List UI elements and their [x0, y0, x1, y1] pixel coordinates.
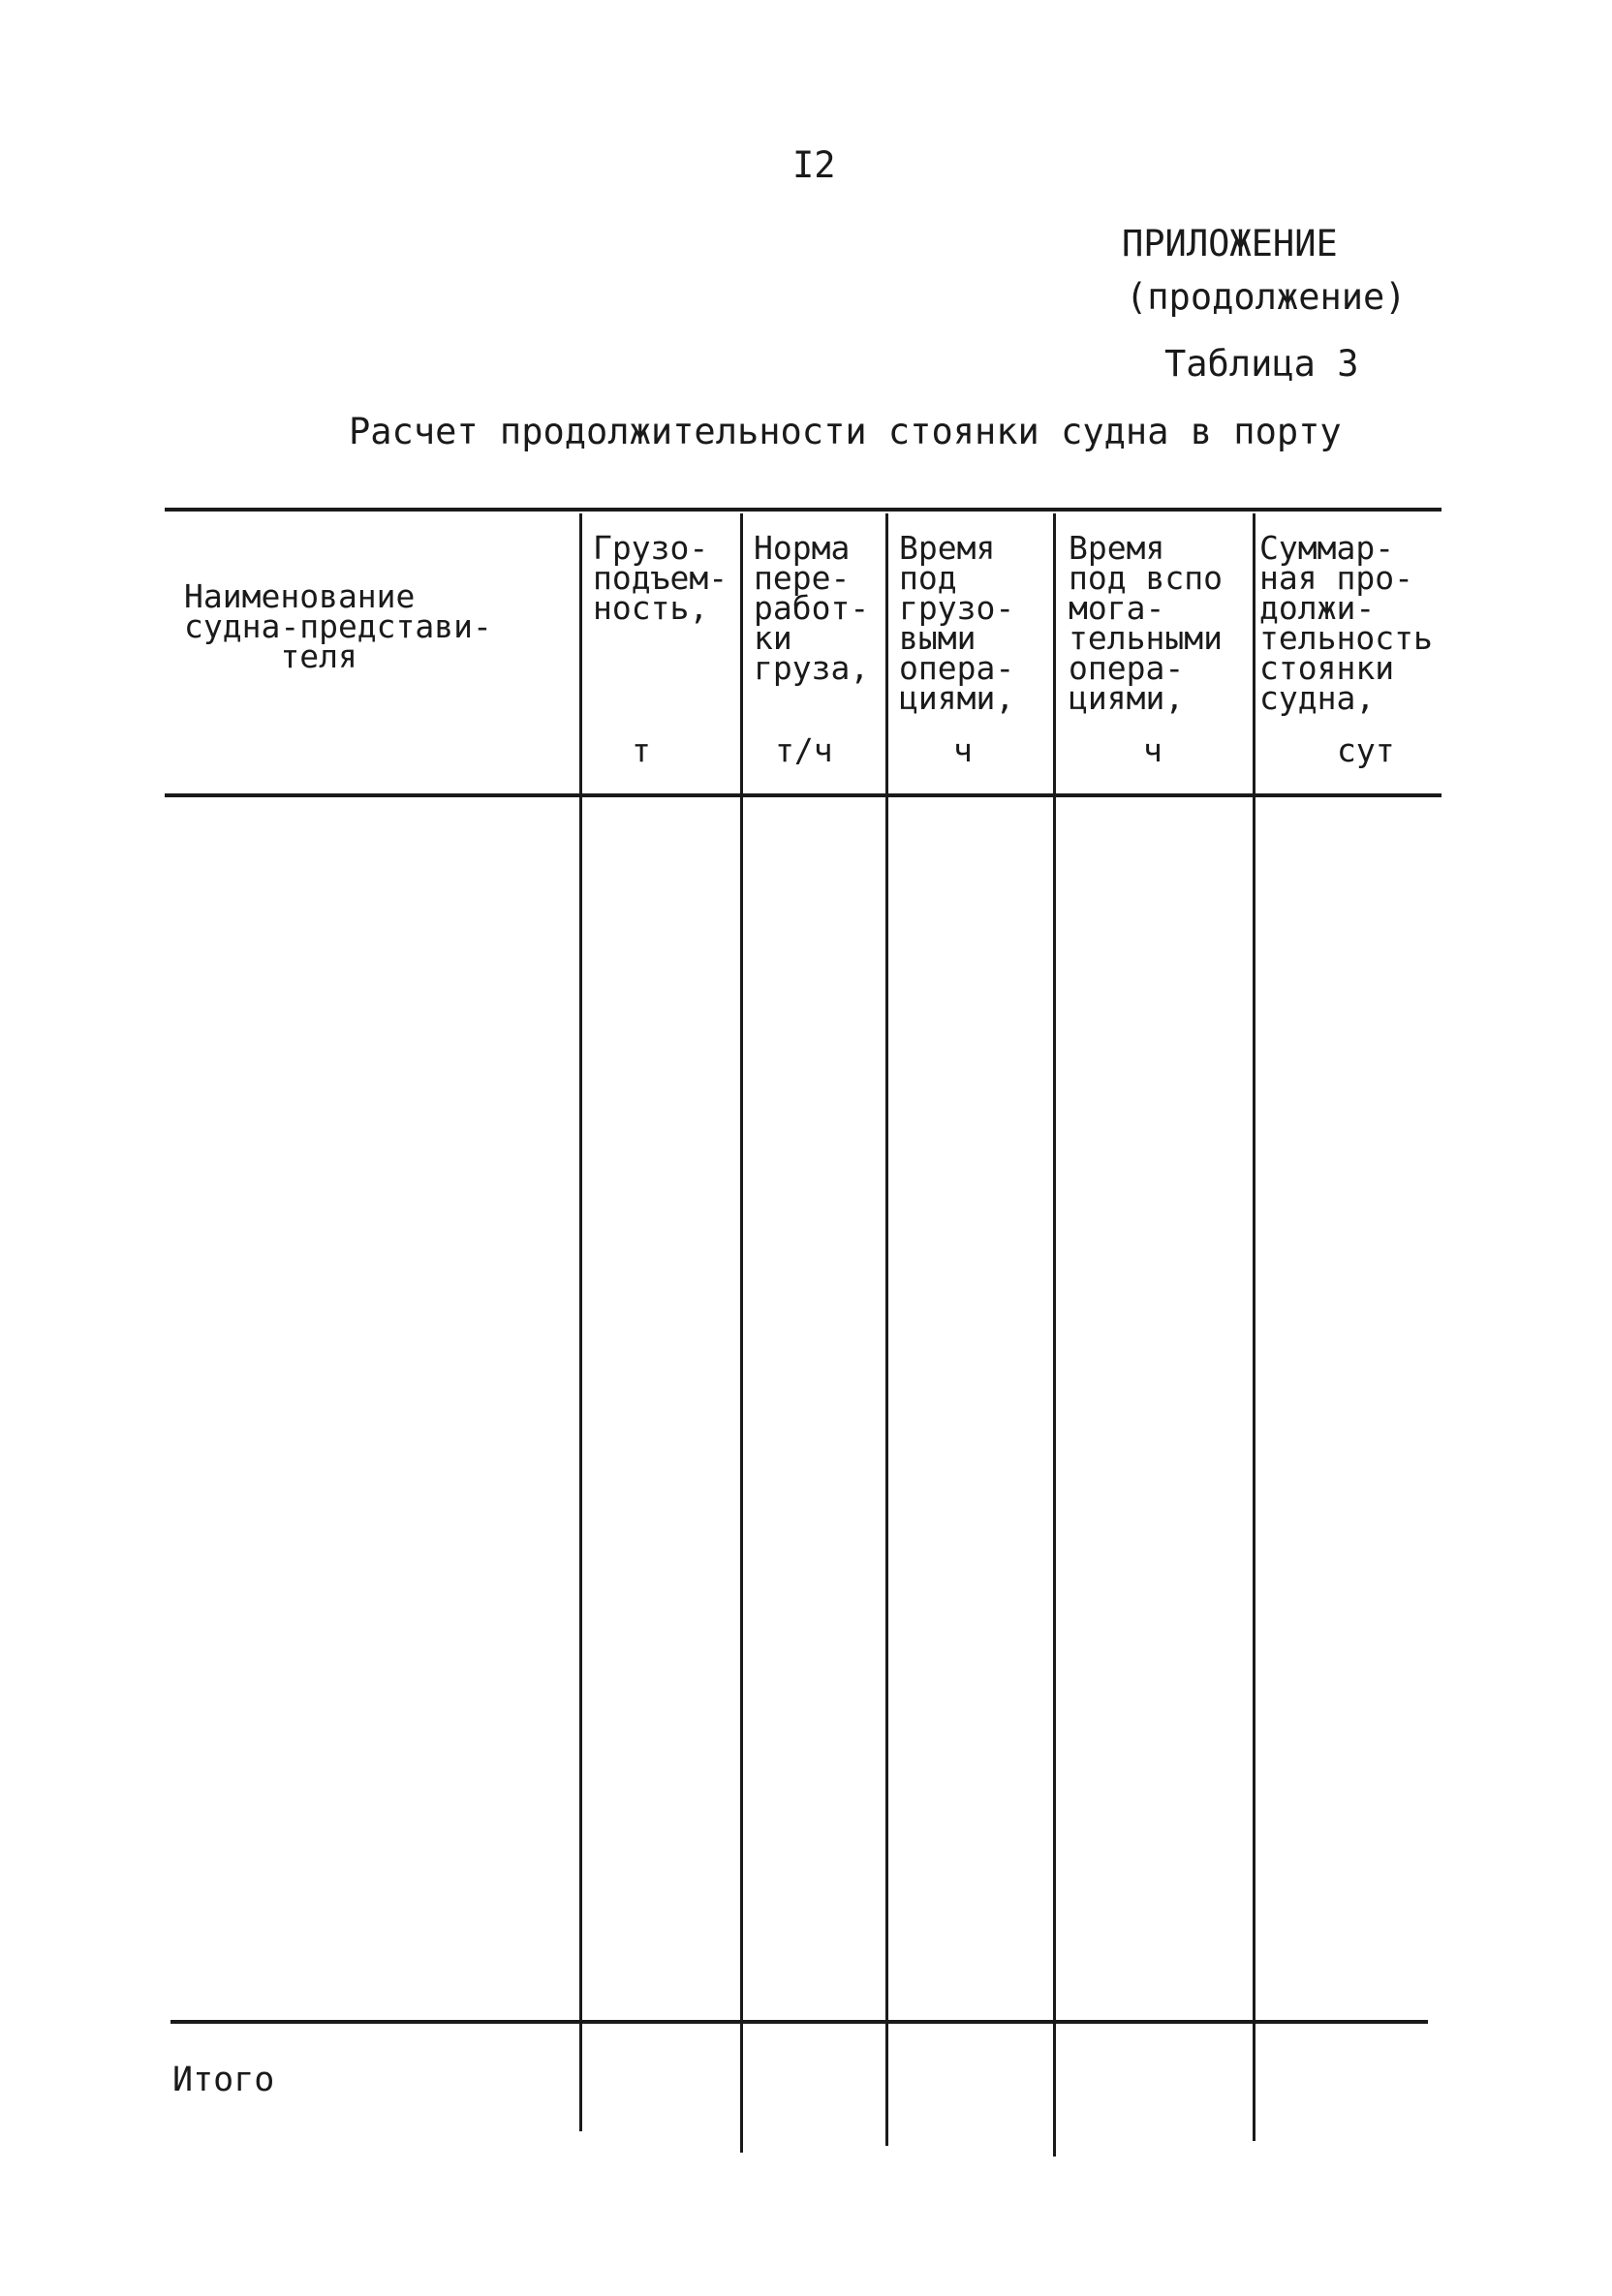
total-row-label: Итого	[172, 2061, 275, 2099]
table-top-rule	[165, 508, 1442, 512]
document-title: Расчет продолжительности стоянки судна в порту	[349, 411, 1342, 452]
column-header-total-duration: Суммар- ная про- должи- тельность стоянки судна,	[1259, 529, 1433, 717]
column-header-aux-ops-time: Время под вспо мога- тельными опера- циями,	[1069, 529, 1223, 717]
column-divider	[579, 513, 582, 2131]
appendix-continuation: (продолжение)	[1126, 276, 1407, 318]
table-label: Таблица 3	[1164, 343, 1359, 385]
column-header-cargo-ops-time: Время под грузо- выми опера- циями,	[899, 529, 1015, 717]
column-divider	[1253, 513, 1256, 2141]
column-divider	[740, 513, 743, 2153]
column-divider	[885, 513, 888, 2146]
total-rule	[170, 2020, 1428, 2024]
unit-cargo-ops-time: ч	[953, 731, 973, 769]
column-header-handling-rate: Норма пере- работ- ки груза,	[754, 529, 870, 687]
unit-total-duration: сут	[1337, 731, 1395, 769]
column-header-vessel-name: Наименование судна-представи- теля	[184, 577, 492, 675]
unit-handling-rate: т/ч	[775, 731, 833, 769]
appendix-heading: ПРИЛОЖЕНИЕ	[1122, 223, 1338, 264]
unit-aux-ops-time: ч	[1143, 731, 1162, 769]
column-divider	[1053, 513, 1056, 2156]
header-bottom-rule	[165, 793, 1442, 797]
column-header-capacity: Грузо- подъем- ность,	[593, 529, 728, 627]
page-number: I2	[792, 144, 836, 186]
unit-capacity: т	[632, 731, 651, 769]
